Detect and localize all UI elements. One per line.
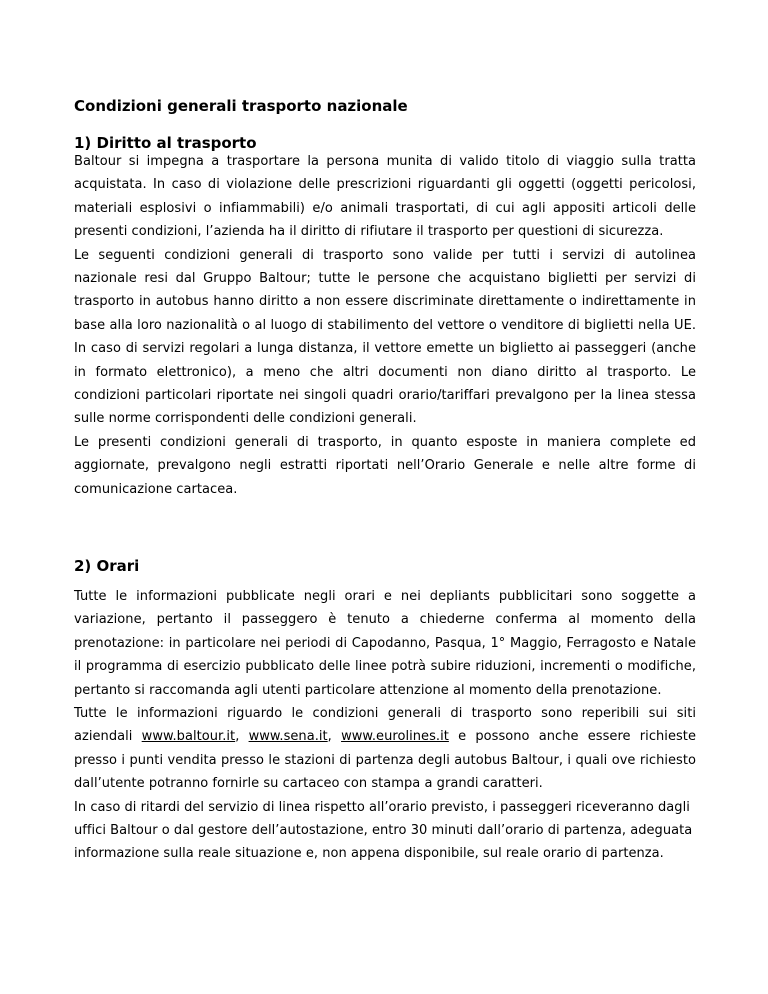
paragraph: Tutte le informazioni pubblicate negli orari e nei depliants pubblicitari sono soggette a variazione, pertanto il passeggero è tenuto a chiederne conferma al momento della prenotazione: in particolare nei periodi di Capodanno, Pasqua, 1° Maggio, Ferragosto e Natale il programma di esercizio pubblicato delle linee potrà subire riduzioni, incrementi o modifiche, pertanto si raccomanda agli utenti particolare attenzione al momento della prenotazione.: [74, 589, 696, 698]
paragraph: Le seguenti condizioni generali di trasporto sono valide per tutti i servizi di autolinea nazionale resi dal Gruppo Baltour; tutte le persone che acquistano biglietti per servizi di trasporto in autobus hanno diritto a non essere discriminate direttamente o indirettamente in base alla loro nazionalità o al luogo di stabilimento del vettore o venditore di biglietti nella UE. In caso di servizi regolari a lunga distanza, il vettore emette un biglietto ai passeggeri (anche in formato elettronico), a meno che altri documenti non diano diritto al trasporto. Le condizioni particolari riportate nei singoli quadri orario/tariffari prevalgono per la linea stessa sulle norme corrispondenti delle condizioni generali.: [74, 247, 696, 427]
separator: ,: [235, 729, 249, 745]
paragraph-with-links: [74, 702, 696, 796]
link-baltour[interactable]: www.baltour.it: [141, 729, 236, 745]
section-heading-orari: 2) Orari: [74, 557, 140, 575]
document-title: Condizioni generali trasporto nazionale: [74, 97, 408, 115]
link-sena[interactable]: www.sena.it: [248, 729, 328, 745]
section-body-diritto-al-trasporto: [74, 150, 696, 501]
paragraph: In caso di ritardi del servizio di linea rispetto all’orario previsto, i passeggeri riceveranno dagli uffici Baltour o dal gestore dell’autostazione, entro 30 minuti dall’orario di partenza, adeguata informazione sulla reale situazione e, non appena disponibile, sul reale orario di partenza.: [74, 799, 693, 862]
section-body-orari: [74, 585, 696, 866]
link-eurolines[interactable]: www.eurolines.it: [341, 729, 449, 745]
separator: ,: [327, 729, 342, 745]
paragraph-text: Tutte le informazioni riguardo le condizioni generali di trasporto sono reperibili sui siti aziendali: [74, 706, 696, 745]
paragraph: Baltour si impegna a trasportare la persona munita di valido titolo di viaggio sulla tratta acquistata. In caso di violazione delle prescrizioni riguardanti gli oggetti (oggetti pericolosi, materiali esplosivi o infiammabili) e/o animali trasportati, di cui agli appositi articoli delle presenti condizioni, l’azienda ha il diritto di rifiutare il trasporto per questioni di sicurezza.: [74, 154, 696, 240]
paragraph: Le presenti condizioni generali di trasporto, in quanto esposte in maniera complete ed aggiornate, prevalgono negli estratti riportati nell’Orario Generale e nelle altre forme di comunicazione cartacea.: [74, 434, 696, 497]
section-heading-diritto-al-trasporto: 1) Diritto al trasporto: [74, 134, 257, 152]
paragraph-text: e possono anche essere richieste presso i punti vendita presso le stazioni di partenza degli autobus Baltour, i quali ove richiesto dall’utente potranno fornirle su cartaceo con stampa a grandi caratteri.: [74, 729, 696, 792]
